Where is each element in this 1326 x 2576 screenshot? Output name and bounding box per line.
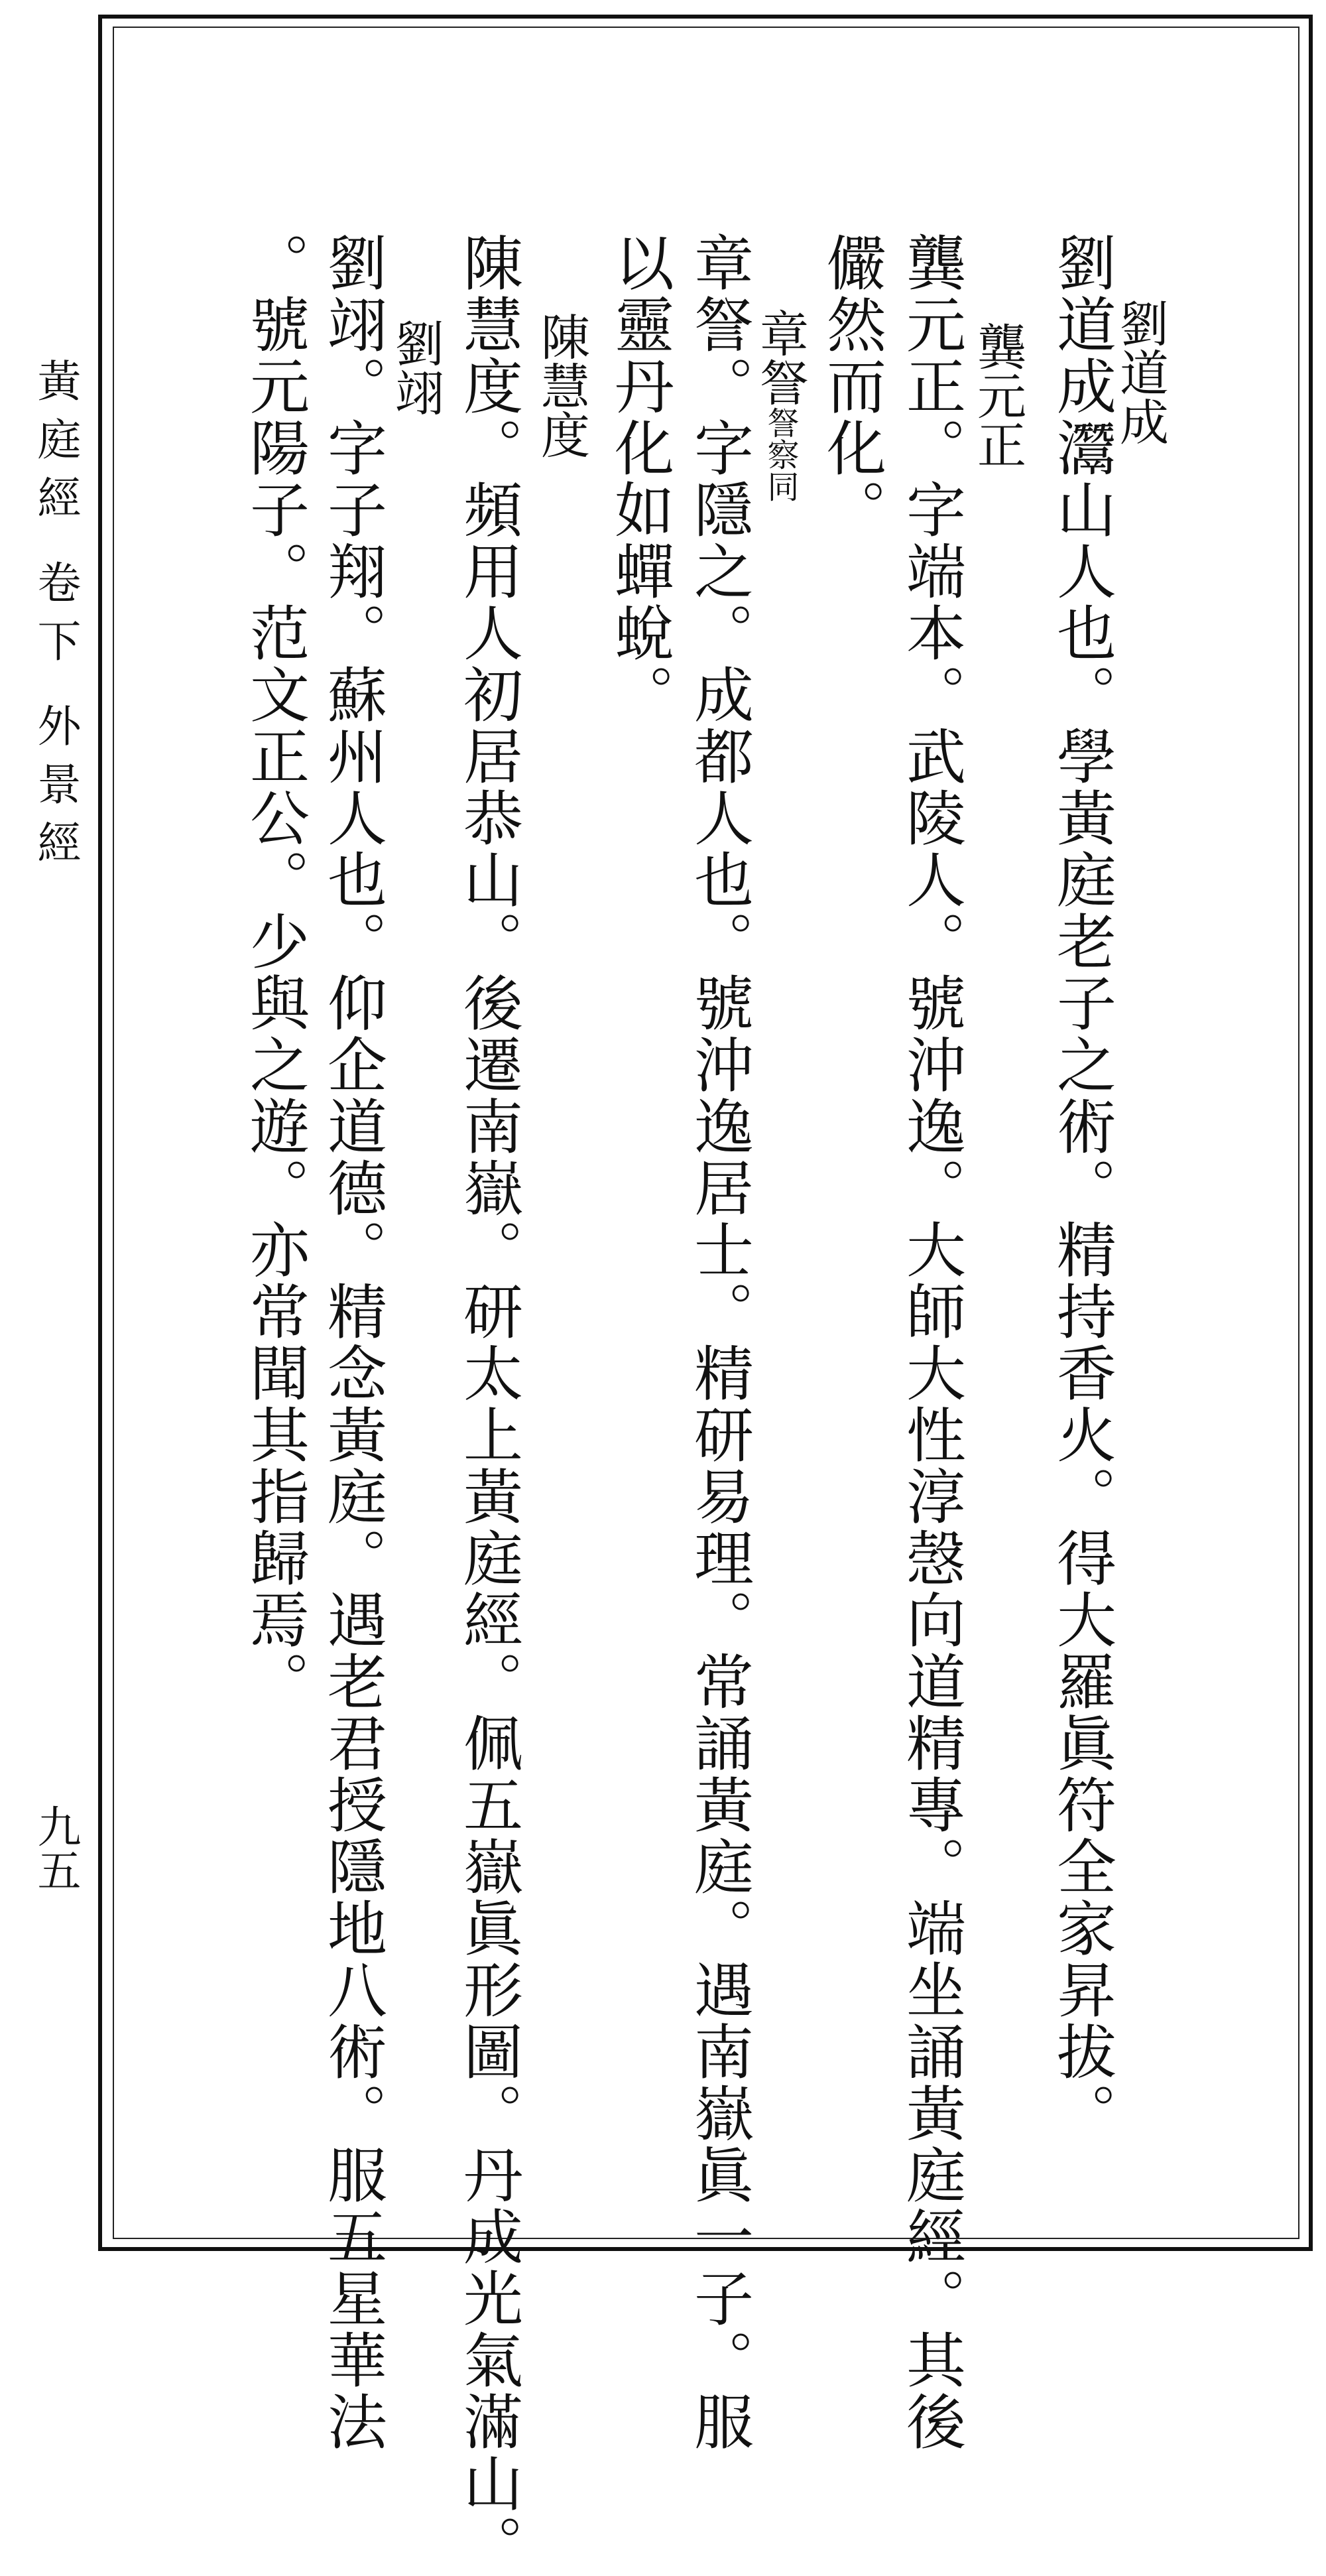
- entry-text-line: 劉翊。字子翔。蘇州人也。仰企道德。精念黃庭。遇老君授隱地八術。服五星華法: [317, 232, 387, 2453]
- entry-text-line: 龔元正。字端本。武陵人。號沖逸。大師大性淳愨向道精專。端坐誦黃庭經。其後: [896, 232, 965, 2453]
- entry-text-line: 劉道成灊山人也。學黃庭老子之術。精持香火。得大羅眞符全家昇拔。: [1046, 232, 1116, 2144]
- page-number: 九五: [30, 1804, 81, 1892]
- entry-heading: 龔元正: [969, 322, 1026, 469]
- running-title: [30, 358, 81, 878]
- entry-text-line: 章詧。字隱之。成都人也。號沖逸居士。精研易理。常誦黃庭。遇南嶽眞一子。服: [684, 232, 753, 2453]
- entry-heading: 陳慧度: [533, 312, 590, 459]
- entry-text-line: 以靈丹化如蟬蛻。: [604, 232, 674, 726]
- entry-text-line: 儼然而化。: [816, 232, 886, 541]
- volume-label: 卷下: [30, 560, 81, 676]
- book-title: 黃庭經: [30, 358, 81, 533]
- entry-heading-text: 章詧: [752, 308, 809, 407]
- section-label: 外景經: [30, 703, 81, 878]
- entry-text-line: 陳慧度。頻用人初居恭山。後遷南嶽。研太上黃庭經。佩五嶽眞形圖。丹成光氣滿山。: [453, 232, 522, 2576]
- entry-heading: 劉道成: [1112, 298, 1169, 446]
- heading-note: 詧察同: [762, 407, 799, 502]
- entry-heading: [752, 308, 809, 502]
- entry-text-line: 。號元陽子。范文正公。少與之遊。亦常聞其指歸焉。: [239, 232, 309, 1712]
- entry-heading: 劉翊: [387, 318, 444, 417]
